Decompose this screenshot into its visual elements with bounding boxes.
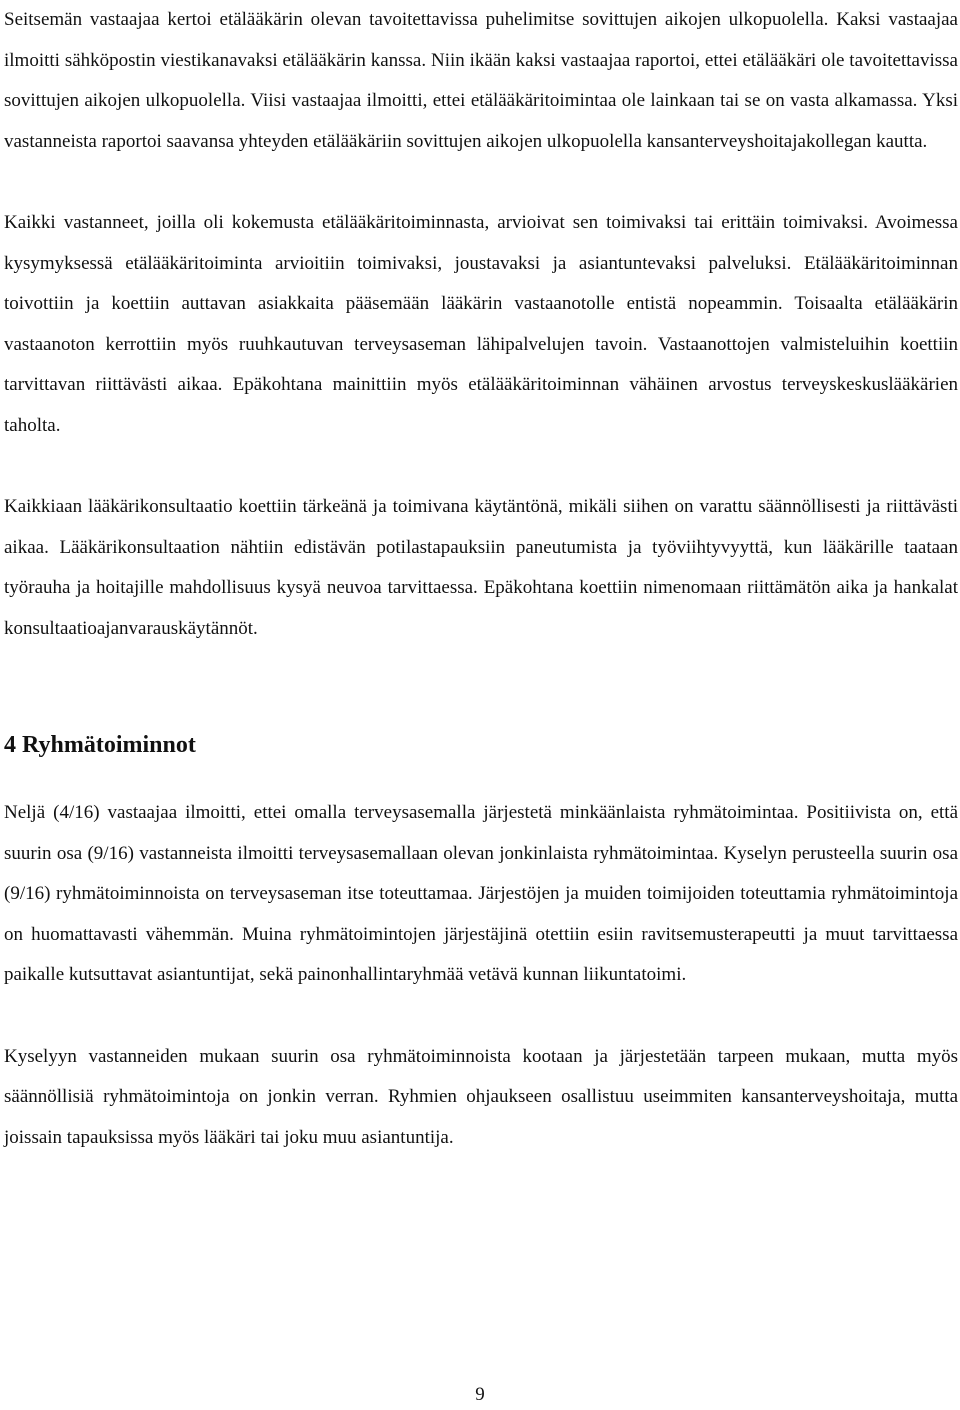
paragraph-remote-doctor-availability: Seitsemän vastaajaa kertoi etälääkärin olevan tavoitettavissa puhelimitse sovittujen aikojen ulkopuolella. Kaksi vastaajaa ilmoitti sähköpostin viestikanavaksi etälääkärin kanssa. Niin ikään kaksi vastaajaa raportoi, ettei etälääkäri ole tavoitettavissa sovittujen aikojen ulkopuolella. Viisi vastaajaa ilmoitti, ettei etälääkäritoimintaa ole lainkaan tai se on vasta alkamassa. Yksi vastanneista raportoi saavansa yhteyden etälääkäriin sovittujen aikojen ulkopuolella kansanterveyshoitajakollegan kautta. — [4, 9, 958, 152]
section-heading: 4 Ryhmätoiminnot — [4, 732, 196, 758]
paragraph-doctor-consultation: Kaikkiaan lääkärikonsultaatio koettiin tärkeänä ja toimivana käytäntönä, mikäli siihen on varattu säännöllisesti ja riittävästi aikaa. Lääkärikonsultaation nähtiin edistävän potilastapauksiin paneutumista ja työviihtyvyyttä, kun lääkärille taataan työrauha ja hoitajille mahdollisuus kysyä neuvoa tarvittaessa. Epäkohtana koettiin nimenomaan riittämätön aika ja hankalat konsultaatioajanvarauskäytännöt. — [4, 496, 958, 639]
paragraph-group-activities: Neljä (4/16) vastaajaa ilmoitti, ettei omalla terveysasemalla järjestetä minkäänlaista ryhmätoimintaa. Positiivista on, että suurin osa (9/16) vastanneista ilmoitti terveysasemallaan olevan jonkinlaista ryhmätoimintaa. Kyselyn perusteella suurin osa (9/16) ryhmätoiminnoista on terveysaseman itse toteuttamaa. Järjestöjen ja muiden toimijoiden toteuttamia ryhmätoimintoja on huomattavasti vähemmän. Muina ryhmätoimintojen järjestäjinä otettiin esiin ravitsemusterapeutti ja muut tarvittaessa paikalle kutsuttavat asiantuntijat, sekä painonhallintaryhmää vetävä kunnan liikuntatoimi. — [4, 802, 958, 985]
page-body — [4, 0, 958, 1158]
page-number: 9 — [475, 1384, 485, 1405]
paragraph-group-organization: Kyselyyn vastanneiden mukaan suurin osa ryhmätoiminnoista kootaan ja järjestetään tarpeen mukaan, mutta myös säännöllisiä ryhmätoimintoja on jonkin verran. Ryhmien ohjaukseen osallistuu useimmiten kansanterveyshoitaja, mutta joissain tapauksissa myös lääkäri tai joku muu asiantuntija. — [4, 1045, 958, 1148]
paragraph-remote-doctor-evaluation: Kaikki vastanneet, joilla oli kokemusta etälääkäritoiminnasta, arvioivat sen toimivaksi tai erittäin toimivaksi. Avoimessa kysymyksessä etälääkäritoiminta arvioitiin toimivaksi, joustavaksi ja asiantuntevaksi palveluksi. Etälääkäritoiminnan toivottiin ja koettiin auttavan asiakkaita pääsemään lääkärin vastaanotolle entistä nopeammin. Toisaalta etälääkärin vastaanoton kerrottiin myös ruuhkautuvan terveysaseman lähipalvelujen tavoin. Vastaanottojen valmisteluihin koettiin tarvittavan riittävästi aikaa. Epäkohtana mainittiin myös etälääkäritoiminnan vähäinen arvostus terveyskeskuslääkärien taholta. — [4, 212, 958, 436]
